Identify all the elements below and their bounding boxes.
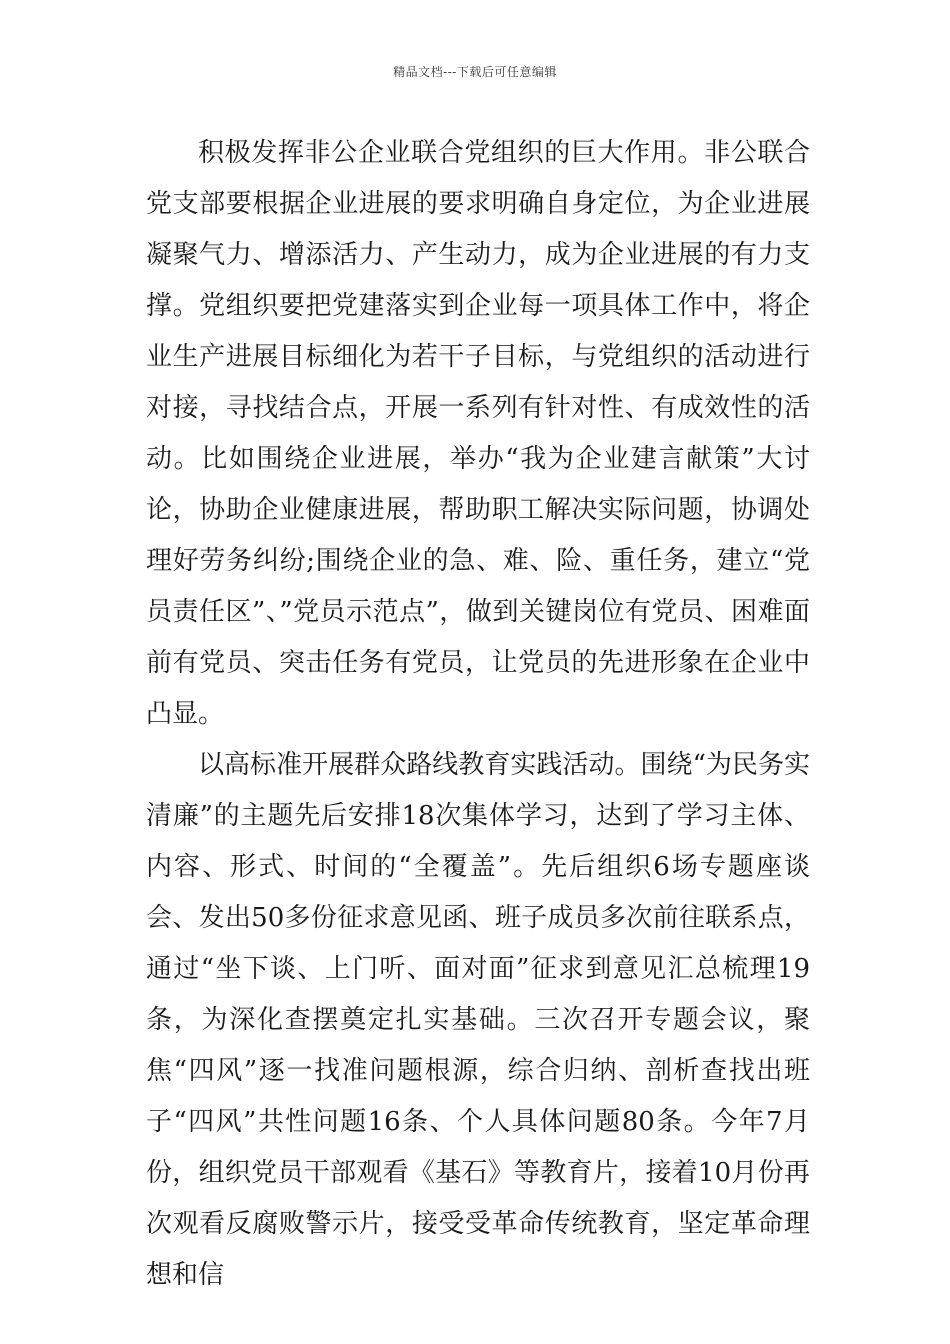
page-header: 精品文档---下载后可任意编辑	[393, 65, 557, 79]
document-body	[146, 128, 810, 1301]
paragraph-2: 以高标准开展群众路线教育实践活动。围绕“为民务实清廉”的主题先后安排18次集体学习，达到了学习主体、内容、形式、时间的“全覆盖”。先后组织6场专题座谈会、发出50多份征求意见函、班子成员多次前往联系点，通过“坐下谈、上门听、面对面”征求到意见汇总梳理19条，为深化查摆奠定扎实基础。三次召开专题会议，聚焦“四风”逐一找准问题根源，综合归纳、剖析查找出班子“四风”共性问题16条、个人具体问题80条。今年7月份，组织党员干部观看《基石》等教育片，接着10月份再次观看反腐败警示片，接受受革命传统教育，坚定革命理想和信	[146, 750, 810, 1290]
paragraph-1: 积极发挥非公企业联合党组织的巨大作用。非公联合党支部要根据企业进展的要求明确自身定位，为企业进展凝聚气力、增添活力、产生动力，成为企业进展的有力支撑。党组织要把党建落实到企业每一项具体工作中，将企业生产进展目标细化为若干子目标，与党组织的活动进行对接，寻找结合点，开展一系列有针对性、有成效性的活动。比如围绕企业进展，举办“我为企业建言献策”大讨论，协助企业健康进展，帮助职工解决实际问题，协调处理好劳务纠纷;围绕企业的急、难、险、重任务，建立“党员责任区”、”党员示范点”，做到关键岗位有党员、困难面前有党员、突击任务有党员，让党员的先进形象在企业中凸显。	[146, 138, 810, 729]
